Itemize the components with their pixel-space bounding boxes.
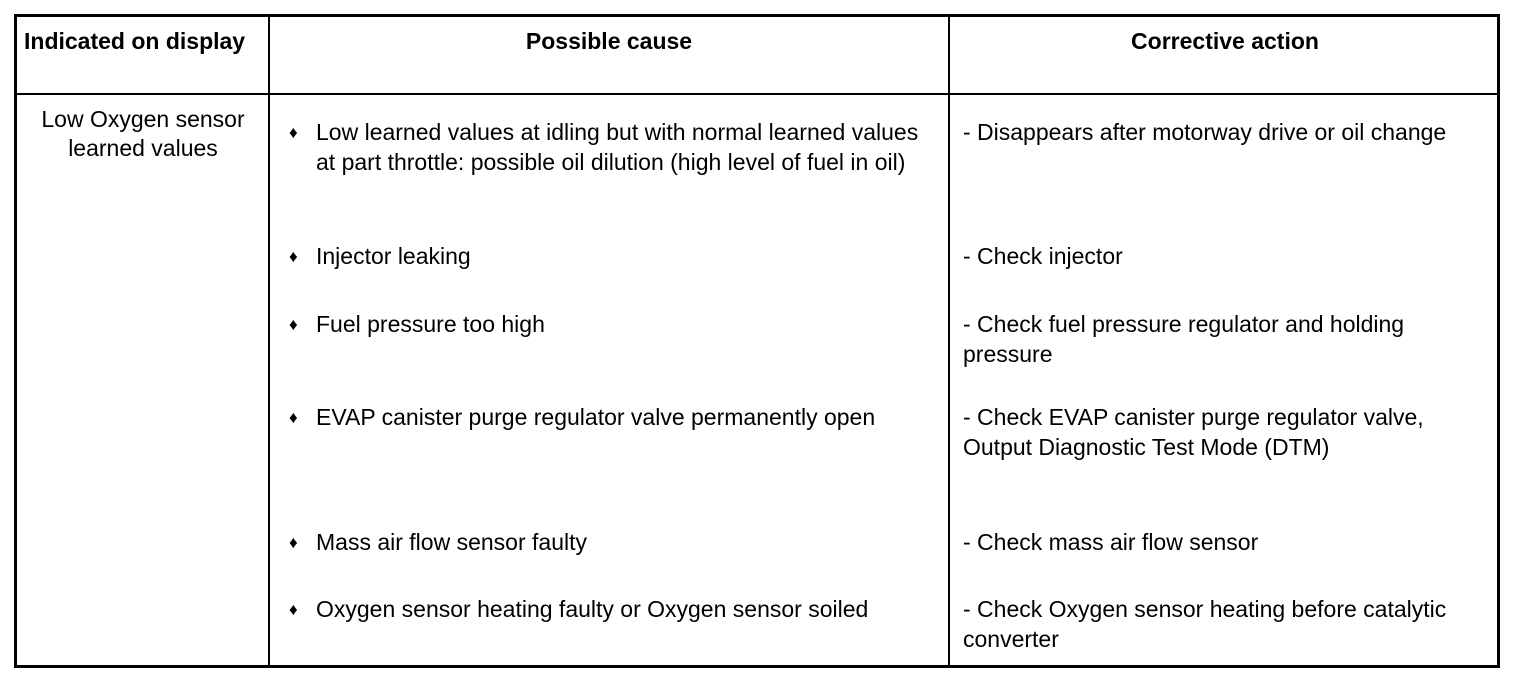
indicated-value: Low Oxygen sensor learned values (41, 106, 245, 161)
cause-item (289, 242, 939, 272)
column-divider (948, 17, 950, 665)
cause-text: Mass air flow sensor faulty (316, 529, 587, 555)
cause-text: Fuel pressure too high (316, 311, 545, 337)
cause-text: Oxygen sensor heating faulty or Oxygen sensor soiled (316, 596, 869, 622)
diamond-bullet-icon: ♦ (289, 533, 298, 552)
action-text: - Check mass air flow sensor (963, 529, 1259, 555)
diamond-bullet-icon: ♦ (289, 247, 298, 266)
action-text: - Disappears after motorway drive or oil change (963, 119, 1447, 145)
cause-item (289, 118, 939, 177)
header-corrective-action: Corrective action (1131, 28, 1319, 54)
diamond-bullet-icon: ♦ (289, 600, 298, 619)
diamond-bullet-icon: ♦ (289, 315, 298, 334)
header-possible-cause: Possible cause (525, 28, 693, 54)
cause-text: EVAP canister purge regulator valve permanently open (316, 404, 876, 430)
cause-text: Low learned values at idling but with normal learned values at part throttle: possible oil dilution (high level of fuel in oil) (316, 119, 919, 175)
diagnosis-table (14, 14, 1500, 668)
cause-text: Injector leaking (316, 243, 471, 269)
cause-item (289, 528, 939, 558)
action-text: - Check Oxygen sensor heating before catalytic converter (963, 596, 1447, 652)
header-divider (17, 93, 1497, 95)
header-indicated-on-display: Indicated on display (24, 28, 246, 54)
action-text: - Check injector (963, 243, 1123, 269)
column-divider (268, 17, 270, 665)
action-text: - Check EVAP canister purge regulator valve, Output Diagnostic Test Mode (DTM) (963, 404, 1424, 460)
cause-item (289, 403, 939, 433)
diamond-bullet-icon: ♦ (289, 123, 298, 142)
cause-item (289, 595, 939, 625)
cause-item (289, 310, 939, 340)
diamond-bullet-icon: ♦ (289, 408, 298, 427)
action-text: - Check fuel pressure regulator and holding pressure (963, 311, 1405, 367)
